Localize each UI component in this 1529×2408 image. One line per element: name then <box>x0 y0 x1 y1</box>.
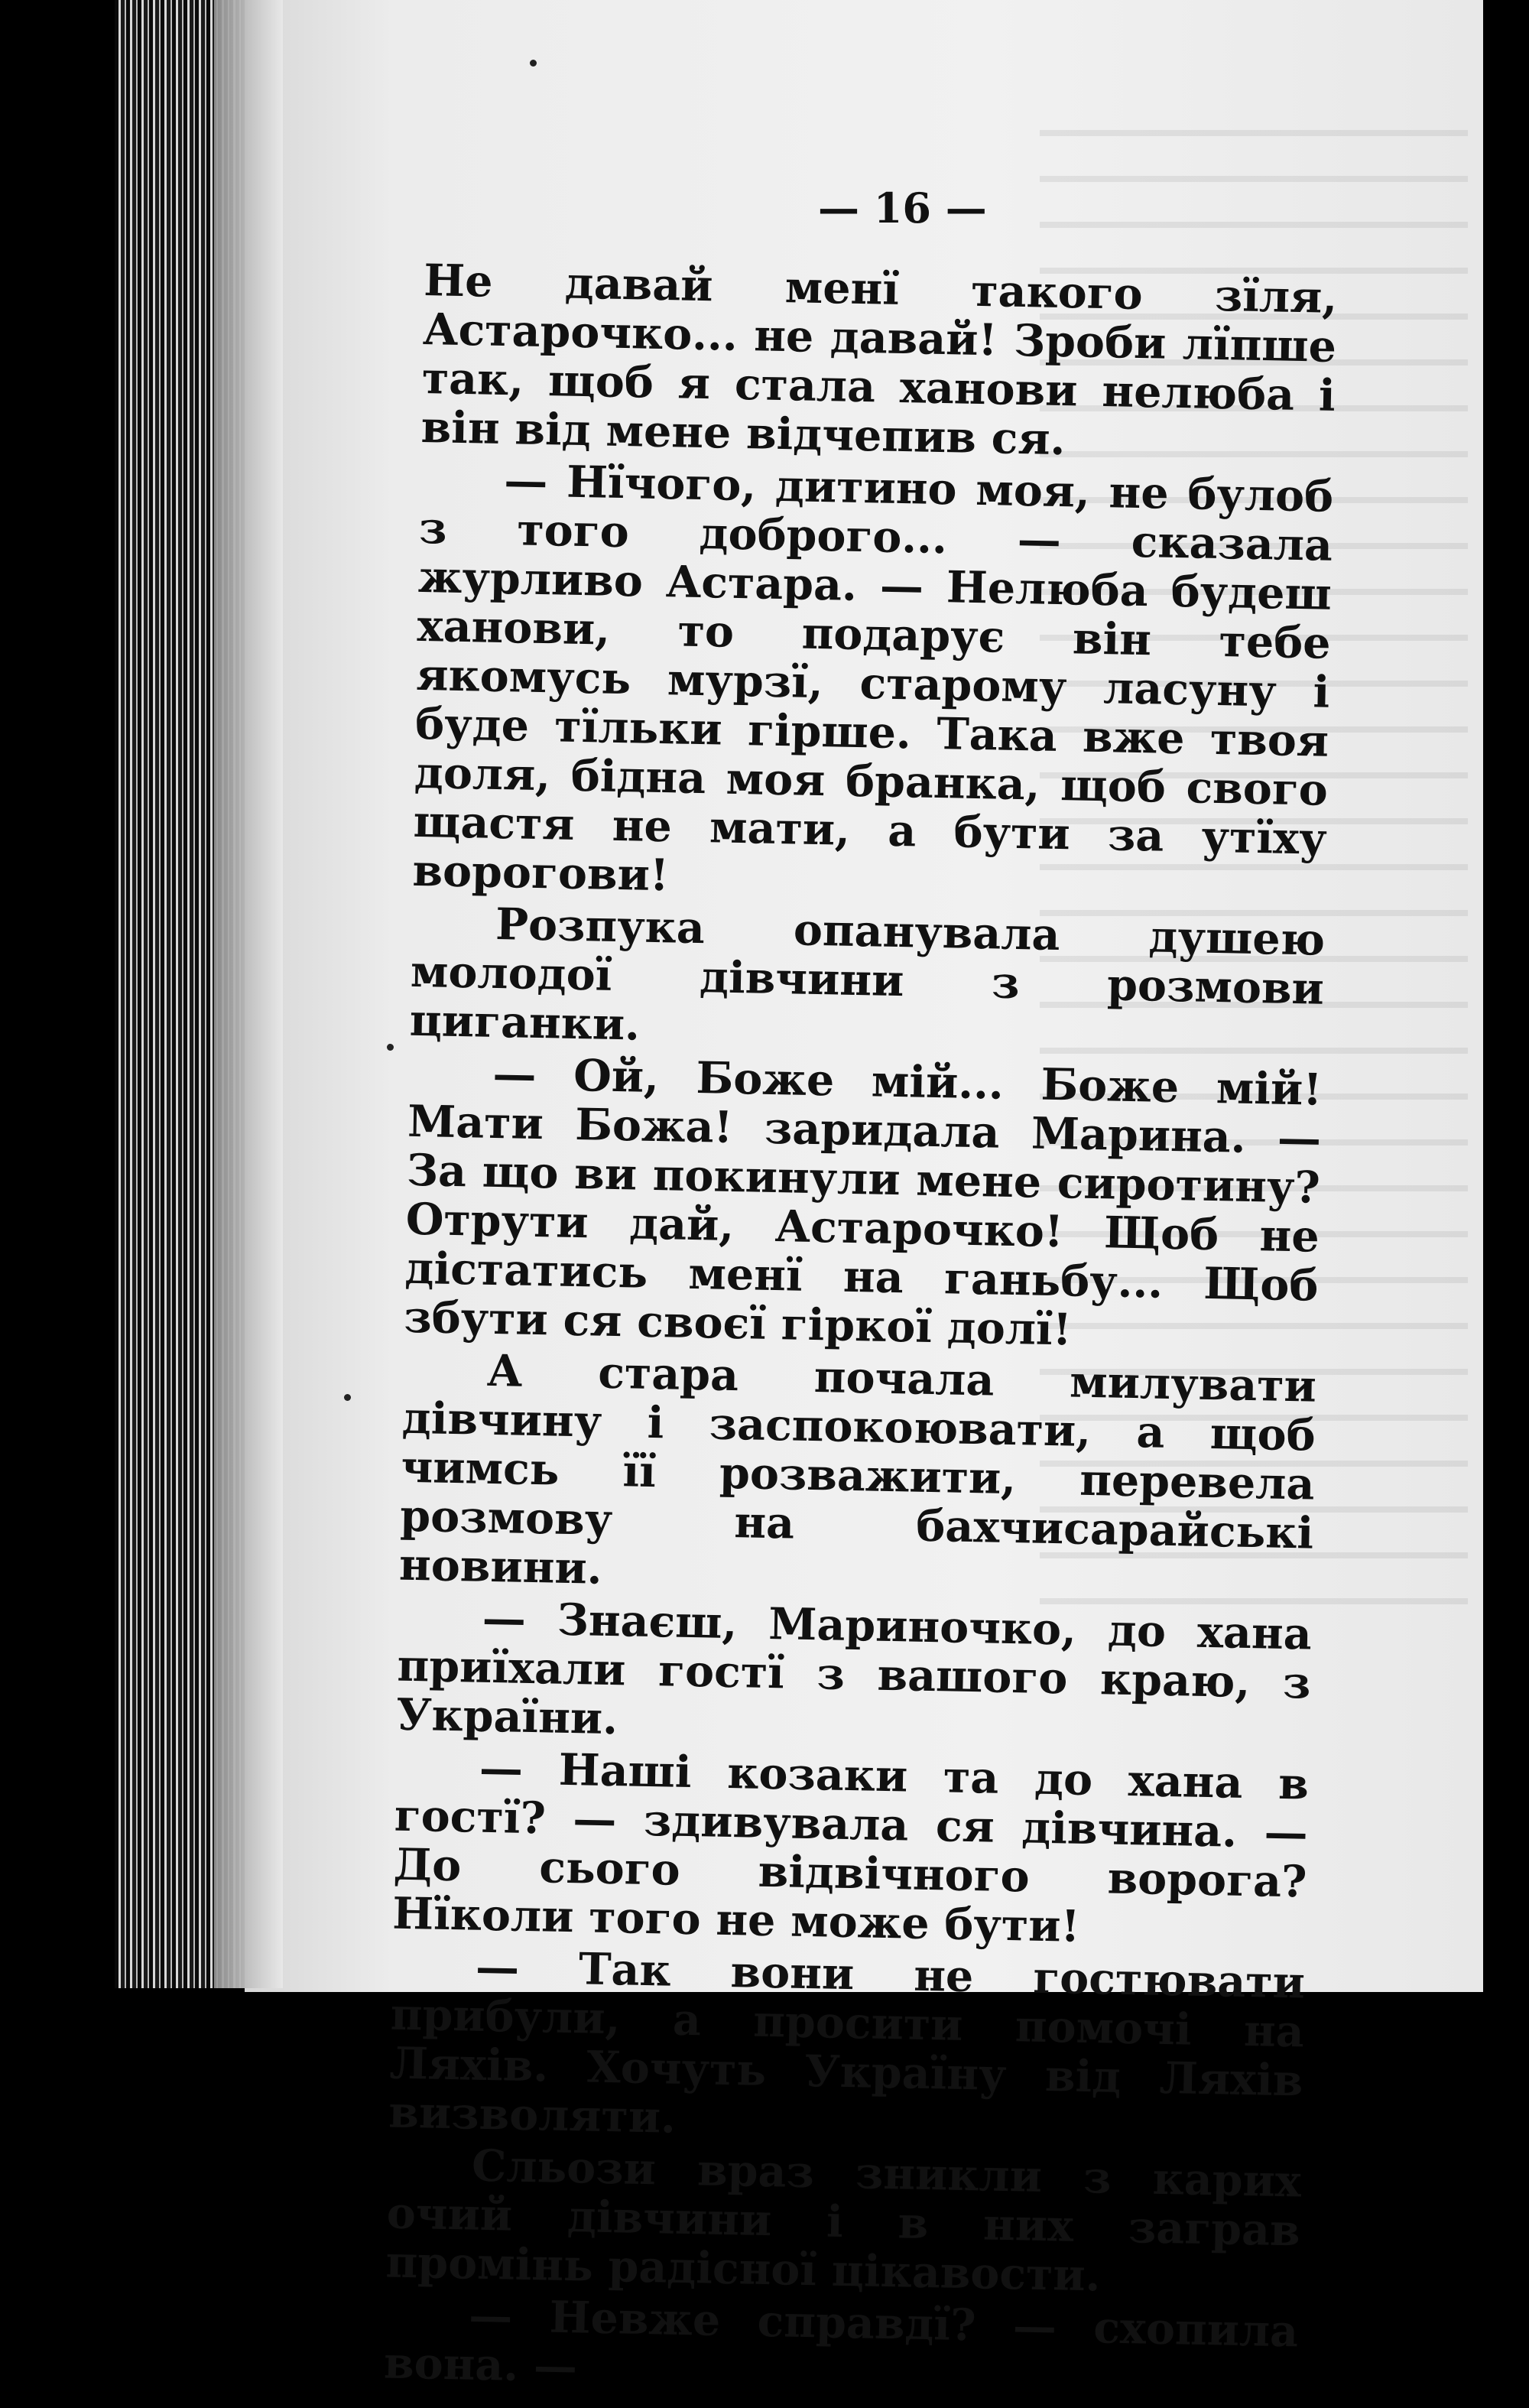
ink-speck <box>530 60 537 67</box>
paragraph: — Наші козаки та до хана в гостї? — здивувала ся дівчина. — До сього відвічного ворога? Нїколи того не може бути! <box>391 1742 1310 1952</box>
gutter-shadow <box>214 0 283 1988</box>
page-number: — 16 — <box>818 184 987 232</box>
paragraph: — Нїчого, дитино моя, не булоб з того доброго... — сказала журливо Астара. — Нелюба будеш ханови, то подарує він тебе якомусь мурзї, старому ласуну і буде тїльки гірше. Така вже твоя доля, бідна моя бранка, щоб свого щастя не мати, а бути за утїху ворогови! <box>411 455 1334 902</box>
paragraph: Не давай менї такого зїля, Астарочко... не давай! Зроби лїпше так, щоб я стала ханови нелюба і він від мене відчепив ся. <box>420 255 1338 466</box>
paragraph: — Знаєш, Мариночко, до хана приїхали гостї з вашого краю, з України. <box>395 1592 1313 1745</box>
paragraph: — Невже справдї? — схопила вона. — <box>383 2289 1299 2393</box>
ink-speck <box>387 1044 394 1051</box>
body-text <box>383 256 1337 2408</box>
paragraph: Розпука опанувала душею молодої дівчини з розмови циганки. <box>409 898 1326 1051</box>
paragraph: — Так вони не гостювати прибули, а просити помочі на Ляхів. Хочуть Україну від Ляхів визволяти. <box>388 1941 1306 2143</box>
ink-speck <box>344 1394 351 1401</box>
paragraph: — Ой, Боже мій... Боже мій! Мати Божа! заридала Марина. — За що ви покинули мене сиротину? Отрути дай, Астарочко! Щоб не дістатись менї на ганьбу... Щоб збути ся своєї гіркої долї! <box>403 1048 1323 1356</box>
paragraph: А стара почала милувати дівчину і заспокоювати, а щоб чимсь її розважити, перевела розмову на бахчисарайські новини. <box>398 1344 1317 1594</box>
paragraph: Сльози враз зникли з карих очий дівчини і в них заграв промінь радісної цікавости. <box>385 2140 1302 2302</box>
